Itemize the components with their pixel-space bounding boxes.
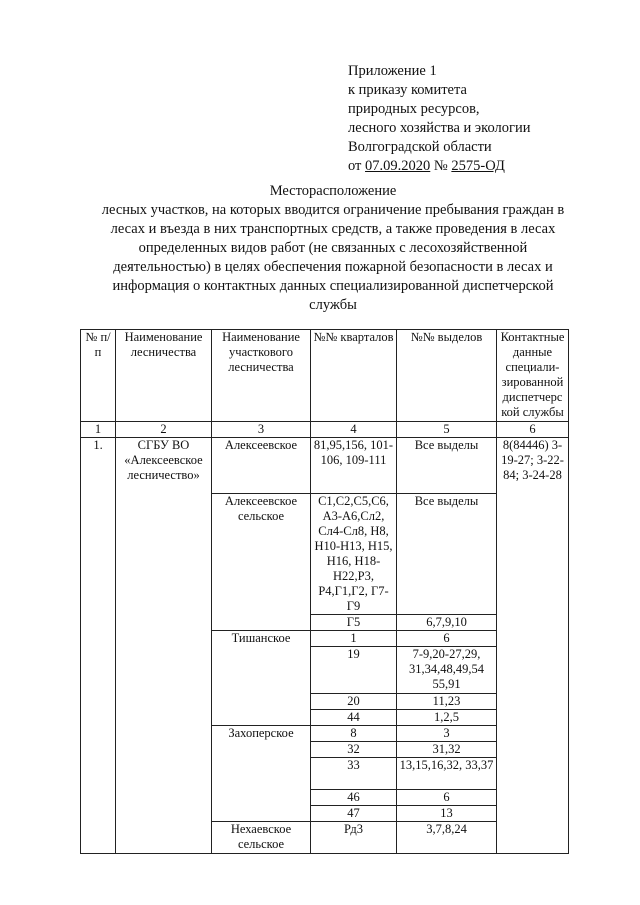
sections-cell: 31,32 xyxy=(397,742,497,758)
quarters-cell: 44 xyxy=(311,710,397,726)
sections-cell: 6,7,9,10 xyxy=(397,615,497,631)
title-line: лесах и въезда в них транспортных средств, а также проведения в лесах xyxy=(110,221,556,237)
district-name: Алексеевское сельское xyxy=(212,494,311,631)
quarters-cell: С1,С2,С5,С6, А3-А6,Сл2, Сл4-Сл8, Н8, Н10-Н13, Н15, Н16, Н18-Н22,Р3, Р4,Г1,Г2, Г7-Г9 xyxy=(311,494,397,615)
sections-cell: 7-9,20-27,29, 31,34,48,49,54 55,91 xyxy=(397,647,497,694)
sections-cell: 13,15,16,32, 33,37 xyxy=(397,758,497,790)
table-header-row xyxy=(81,330,569,422)
quarters-cell: Рд3 xyxy=(311,822,397,854)
sections-cell: 3,7,8,24 xyxy=(397,822,497,854)
district-name: Тишанское xyxy=(212,631,311,726)
column-number: 5 xyxy=(397,422,497,438)
sections-cell: 3 xyxy=(397,726,497,742)
order-reference xyxy=(348,157,598,176)
order-from-prefix: от xyxy=(348,158,366,174)
sections-cell: 6 xyxy=(397,631,497,647)
row-number: 1. xyxy=(81,438,116,854)
header-cell: Контактные данные специали-зированной диспетчерс кой службы xyxy=(497,330,569,422)
header-cell: №№ кварталов xyxy=(311,330,397,422)
header-cell: № п/п xyxy=(81,330,116,422)
appendix-line: природных ресурсов, xyxy=(348,101,480,117)
title-heading: Месторасположение xyxy=(269,183,397,199)
header-cell: №№ выделов xyxy=(397,330,497,422)
column-number: 2 xyxy=(116,422,212,438)
appendix-block xyxy=(348,62,598,176)
sections-cell: 6 xyxy=(397,790,497,806)
appendix-line: Волгоградской области xyxy=(348,139,492,155)
column-number-row xyxy=(81,422,569,438)
number-sign: № xyxy=(430,158,452,174)
document-title xyxy=(78,182,588,315)
quarters-cell: 8 xyxy=(311,726,397,742)
table-row xyxy=(81,438,569,494)
quarters-cell: 81,95,156, 101-106, 109-111 xyxy=(311,438,397,494)
title-line: деятельностью) в целях обеспечения пожарной безопасности в лесах и xyxy=(113,259,553,275)
title-line: службы xyxy=(309,297,357,313)
quarters-cell: Г5 xyxy=(311,615,397,631)
district-name: Захоперское xyxy=(212,726,311,822)
quarters-cell: 47 xyxy=(311,806,397,822)
quarters-cell: 32 xyxy=(311,742,397,758)
sections-cell: 11,23 xyxy=(397,694,497,710)
quarters-cell: 1 xyxy=(311,631,397,647)
forest-areas-table xyxy=(80,329,569,854)
quarters-cell: 20 xyxy=(311,694,397,710)
sections-cell: Все выделы xyxy=(397,438,497,494)
appendix-line: к приказу комитета xyxy=(348,82,467,98)
quarters-cell: 46 xyxy=(311,790,397,806)
district-name: Нехаевское сельское xyxy=(212,822,311,854)
quarters-cell: 33 xyxy=(311,758,397,790)
column-number: 1 xyxy=(81,422,116,438)
order-date: 07.09.2020 xyxy=(365,158,431,174)
sections-cell: 1,2,5 xyxy=(397,710,497,726)
header-cell: Наименование участкового лесничества xyxy=(212,330,311,422)
forestry-name: СГБУ ВО «Алексеевское лесничество» xyxy=(116,438,212,854)
header-cell: Наименование лесничества xyxy=(116,330,212,422)
column-number: 3 xyxy=(212,422,311,438)
quarters-cell: 19 xyxy=(311,647,397,694)
column-number: 4 xyxy=(311,422,397,438)
appendix-line: Приложение 1 xyxy=(348,63,437,79)
order-number: 2575-ОД xyxy=(451,158,505,174)
column-number: 6 xyxy=(497,422,569,438)
title-line: лесных участков, на которых вводится ограничение пребывания граждан в xyxy=(101,202,565,218)
sections-cell: Все выделы xyxy=(397,494,497,615)
appendix-line: лесного хозяйства и экологии xyxy=(348,120,531,136)
district-name: Алексеевское xyxy=(212,438,311,494)
title-line: определенных видов работ (не связанных с лесохозяйственной xyxy=(138,240,528,256)
title-line: информация о контактных данных специализированной диспетчерской xyxy=(112,278,554,294)
sections-cell: 13 xyxy=(397,806,497,822)
contacts-cell: 8(84446) 3-19-27; 3-22-84; 3-24-28 xyxy=(497,438,569,854)
